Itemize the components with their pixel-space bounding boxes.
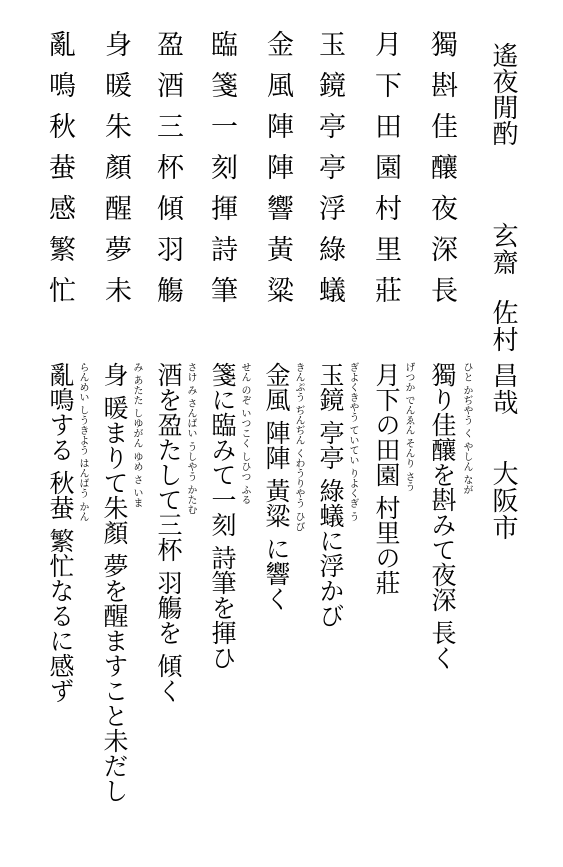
- author-name: 佐村 昌哉: [488, 299, 518, 417]
- poem-title: 遙夜閒酌: [488, 42, 518, 146]
- reading-line-8: 亂鳴する 秋蛬 繁忙なるに感ず: [46, 362, 75, 703]
- furigana-line-4: きんぷう ぢんぢん くわうりやう ひび: [293, 362, 304, 532]
- reading-line-2: 月下の田園 村里の莊: [372, 362, 401, 595]
- reading-line-1: 獨り佳釀を斟みて夜深 長く: [428, 362, 457, 670]
- furigana-line-6: さけ み さんばい うしやう かたむ: [185, 362, 196, 515]
- poem-line-5: 臨箋一刻揮詩筆: [206, 30, 237, 317]
- poem-line-2: 月下田園村里莊: [370, 30, 401, 317]
- reading-line-3: 玉鏡 亭亭 綠蟻に浮かび: [316, 362, 345, 628]
- poem-line-6: 盈酒三杯傾羽觴: [152, 30, 183, 317]
- reading-line-6: 酒を盈たして三杯 羽觴を 傾く: [154, 362, 183, 703]
- poem-line-7: 身暖朱顏醒夢未: [100, 30, 131, 317]
- poem-line-4: 金風陣陣響黃粱: [262, 30, 293, 317]
- furigana-line-8: らんめい しうきよう はんばう かん: [77, 362, 88, 522]
- furigana-line-3: ぎよくきやう ていてい りよくぎ う: [347, 362, 358, 522]
- reading-line-5: 箋に臨みて一刻 詩筆を揮ひ: [208, 362, 237, 670]
- furigana-line-1: ひと かぢやう く やしん なが: [461, 362, 472, 495]
- poem-line-8: 亂鳴秋蛬感繁忙: [44, 30, 75, 317]
- furigana-line-7: み あたた しゆがん ゆめ さ いま: [131, 362, 142, 508]
- poem-line-1: 獨斟佳釀夜深長: [426, 30, 457, 317]
- furigana-line-2: げつか でんゑん そんり さう: [403, 362, 414, 492]
- author-block: [488, 222, 518, 541]
- reading-line-4: 金風 陣陣 黃粱 に響く: [262, 362, 291, 611]
- furigana-line-5: せん のぞ いつこく しひつ ふる: [239, 362, 250, 505]
- author-school: 玄齋: [488, 222, 518, 276]
- poem-line-3: 玉鏡亭亭浮綠蟻: [314, 30, 345, 317]
- author-place: 大阪市: [488, 459, 518, 541]
- reading-line-7: 身 暖まりて朱顏 夢を醒ますこと未だし: [100, 362, 129, 803]
